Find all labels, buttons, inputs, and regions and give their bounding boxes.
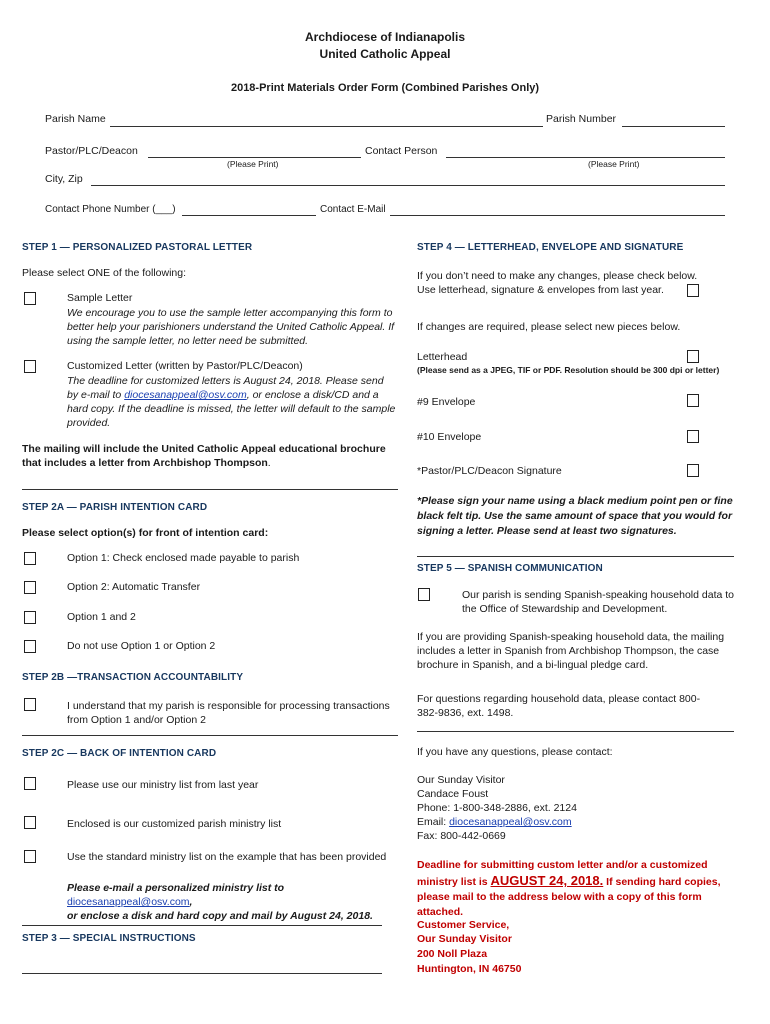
accountability-text: I understand that my parish is responsible for processing transactions from Option 1 and/or Option 2 xyxy=(67,700,390,726)
no-option-label: Do not use Option 1 or Option 2 xyxy=(67,640,216,652)
contact-name: Candace Foust xyxy=(417,788,489,800)
sample-letter-label: Sample Letter xyxy=(67,292,133,304)
letterhead-label: Letterhead xyxy=(417,351,468,363)
customized-letter-text-a: The deadline for customized letters is August 24, 2018. Please send by e-mail to xyxy=(67,375,384,401)
contact-person-field[interactable] xyxy=(446,157,725,158)
env9-label: #9 Envelope xyxy=(417,396,476,408)
ministry-last-year-checkbox[interactable] xyxy=(24,777,36,790)
customized-letter-checkbox[interactable] xyxy=(24,360,36,373)
contact-email-line xyxy=(417,816,572,828)
ministry-standard-label: Use the standard ministry list on the example that has been provided xyxy=(67,851,387,863)
option1-checkbox[interactable] xyxy=(24,552,36,565)
ministry-note-a: Please e-mail a personalized ministry list to xyxy=(67,882,285,894)
letterhead-note: (Please send as a JPEG, TIF or PDF. Resolution should be 300 dpi or letter) xyxy=(417,365,720,375)
signature-note: *Please sign your name using a black medium point pen or fine black felt tip. Use the same amount of space that you would for signing a letter. Please send at least two signatures. xyxy=(417,495,733,537)
please-print-2: (Please Print) xyxy=(588,159,640,169)
contact-email-link[interactable]: diocesanappeal@osv.com xyxy=(449,816,572,828)
deadline-date: AUGUST 24, 2018. xyxy=(490,873,604,888)
env10-checkbox[interactable] xyxy=(687,430,699,443)
step2a-instruction: Please select option(s) for front of intention card: xyxy=(22,527,269,539)
parish-number-label: Parish Number xyxy=(546,113,617,125)
ministry-last-year-label: Please use our ministry list from last year xyxy=(67,779,259,791)
step4-intro-a: If you don’t need to make any changes, please check below. xyxy=(417,270,698,282)
divider-step2b xyxy=(22,735,398,736)
step2b-title: STEP 2B —TRANSACTION ACCOUNTABILITY xyxy=(22,672,244,683)
deadline-text-b: If sending hard copies, please mail to the address below with a copy of this form attached. xyxy=(417,876,721,918)
org-title: Archdiocese of Indianapolis xyxy=(304,30,466,44)
address-line1: Customer Service, xyxy=(417,919,510,931)
option2-checkbox[interactable] xyxy=(24,581,36,594)
contact-person-label: Contact Person xyxy=(365,145,438,157)
step2c-title: STEP 2C — BACK OF INTENTION CARD xyxy=(22,748,217,759)
use-last-year-checkbox[interactable] xyxy=(687,284,699,297)
address-line2: Our Sunday Visitor xyxy=(417,933,512,945)
contact-intro: If you have any questions, please contact: xyxy=(417,746,613,758)
step5-title: STEP 5 — SPANISH COMMUNICATION xyxy=(417,563,603,574)
ministry-custom-checkbox[interactable] xyxy=(24,816,36,829)
option1-and-2-label: Option 1 and 2 xyxy=(67,611,136,623)
signature-checkbox[interactable] xyxy=(687,464,699,477)
customized-letter-desc xyxy=(67,374,397,430)
please-print-1: (Please Print) xyxy=(227,159,279,169)
accountability-checkbox[interactable] xyxy=(24,698,36,711)
deadline-text-a: Deadline for submitting custom letter and/or a customized ministry list is xyxy=(417,859,708,888)
step4-changes: If changes are required, please select new pieces below. xyxy=(417,321,681,333)
option1-label: Option 1: Check enclosed made payable to parish xyxy=(67,552,300,564)
contact-email-label: Email: xyxy=(417,816,450,828)
form-title: 2018-Print Materials Order Form (Combined Parishes Only) xyxy=(230,82,540,94)
letterhead-checkbox[interactable] xyxy=(687,350,699,363)
email-link[interactable]: diocesanappeal@osv.com xyxy=(124,389,247,401)
email-label: Contact E-Mail xyxy=(320,204,386,215)
sample-letter-checkbox[interactable] xyxy=(24,292,36,305)
ministry-note-b: , xyxy=(189,896,193,908)
step1-title: STEP 1 — PERSONALIZED PASTORAL LETTER xyxy=(22,242,253,253)
divider-step2c xyxy=(22,925,382,926)
customized-letter-label: Customized Letter (written by Pastor/PLC/Deacon) xyxy=(67,360,303,372)
ministry-note-c: or enclose a disk and hard copy and mail by August 24, 2018. xyxy=(67,910,373,922)
phone-label: Contact Phone Number (___) xyxy=(45,204,176,215)
spanish-info: If you are providing Spanish-speaking household data, the mailing includes a letter in Spanish from Archbishop Thompson, the case brochure in Spanish, and a bi-lingual pledge card. xyxy=(417,631,725,671)
contact-fax: Fax: 800-442-0669 xyxy=(417,830,506,842)
pastor-label: Pastor/PLC/Deacon xyxy=(45,145,138,157)
ministry-standard-checkbox[interactable] xyxy=(24,850,36,863)
pastor-field[interactable] xyxy=(148,157,361,158)
ministry-list-note xyxy=(67,881,402,923)
ministry-email-link[interactable]: diocesanappeal@osv.com xyxy=(67,896,190,908)
spanish-data-checkbox[interactable] xyxy=(418,588,430,601)
spanish-questions: For questions regarding household data, please contact 800-382-9836, ext. 1498. xyxy=(417,693,701,719)
env9-checkbox[interactable] xyxy=(687,394,699,407)
option1-and-2-checkbox[interactable] xyxy=(24,611,36,624)
parish-name-label: Parish Name xyxy=(45,113,106,125)
special-instructions-field[interactable] xyxy=(22,973,382,974)
divider-step4 xyxy=(417,556,734,557)
no-option-checkbox[interactable] xyxy=(24,640,36,653)
env10-label: #10 Envelope xyxy=(417,431,482,443)
step1-instruction: Please select ONE of the following: xyxy=(22,267,187,279)
address-line3: 200 Noll Plaza xyxy=(417,948,488,960)
mailing-note-end: . xyxy=(267,457,271,469)
signature-label: *Pastor/PLC/Deacon Signature xyxy=(417,465,562,477)
email-field[interactable] xyxy=(390,215,725,216)
city-zip-label: City, Zip xyxy=(45,173,83,185)
contact-phone: Phone: 1-800-348-2886, ext. 2124 xyxy=(417,802,577,814)
sample-letter-desc: We encourage you to use the sample letter accompanying this form to better help your parishioners understand the United Catholic Appeal. If using the sample letter, no letter need be submitted. xyxy=(67,307,395,347)
spanish-data-text: Our parish is sending Spanish-speaking household data to the Office of Stewardship and Development. xyxy=(462,589,735,615)
deadline-note xyxy=(417,858,747,920)
phone-field[interactable] xyxy=(182,215,316,216)
mailing-note xyxy=(22,442,397,470)
appeal-title: United Catholic Appeal xyxy=(319,47,451,61)
divider-step1 xyxy=(22,489,398,490)
customized-letter-text-b: , or enclose a disk/CD and a hard copy. If the deadline is missed, the letter will default to the sample provided. xyxy=(67,389,396,429)
ministry-custom-label: Enclosed is our customized parish ministry list xyxy=(67,818,282,830)
step4-title: STEP 4 — LETTERHEAD, ENVELOPE AND SIGNATURE xyxy=(417,242,684,253)
divider-step5 xyxy=(417,731,734,732)
city-zip-field[interactable] xyxy=(91,185,725,186)
mailing-note-text: The mailing will include the United Catholic Appeal educational brochure that includes a letter from Archbishop Thompson xyxy=(22,443,386,469)
step4-intro-b: Use letterhead, signature & envelopes from last year. xyxy=(417,284,664,296)
option2-label: Option 2: Automatic Transfer xyxy=(67,581,201,593)
parish-number-field[interactable] xyxy=(622,126,725,127)
step2a-title: STEP 2A — PARISH INTENTION CARD xyxy=(22,502,208,513)
parish-name-field[interactable] xyxy=(110,126,543,127)
contact-org: Our Sunday Visitor xyxy=(417,774,505,786)
step3-title: STEP 3 — SPECIAL INSTRUCTIONS xyxy=(22,933,196,944)
address-line4: Huntington, IN 46750 xyxy=(417,963,522,975)
